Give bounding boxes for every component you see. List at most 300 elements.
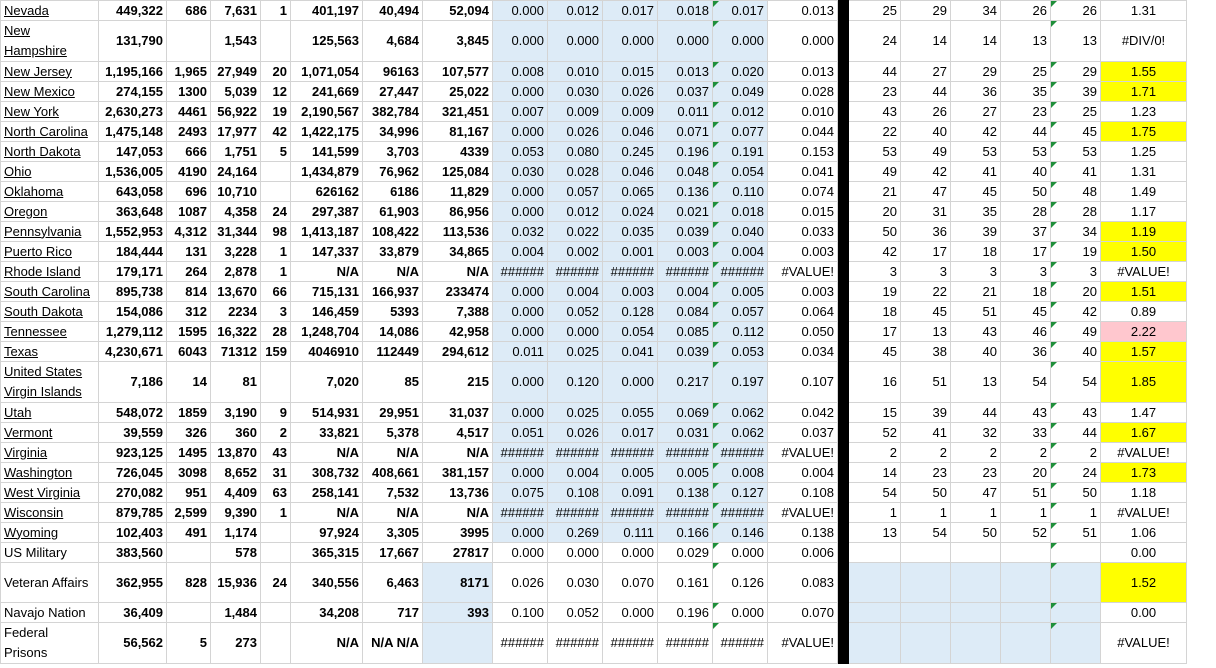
table-cell[interactable]: 146,459 xyxy=(291,302,363,322)
table-cell[interactable]: 159 xyxy=(261,342,291,362)
table-cell[interactable] xyxy=(261,523,291,543)
table-cell[interactable]: 1.06 xyxy=(1101,523,1187,543)
table-cell[interactable]: 0.053 xyxy=(493,142,548,162)
table-cell[interactable]: 0.075 xyxy=(493,483,548,503)
table-cell[interactable]: 0.89 xyxy=(1101,302,1187,322)
row-label[interactable]: Pennsylvania xyxy=(1,222,99,242)
table-cell[interactable] xyxy=(261,623,291,664)
table-cell[interactable]: 0.003 xyxy=(768,282,838,302)
table-cell[interactable]: 6043 xyxy=(167,342,211,362)
table-cell[interactable]: 29,951 xyxy=(363,403,423,423)
table-cell[interactable]: 29 xyxy=(951,62,1001,82)
table-cell[interactable]: 6186 xyxy=(363,182,423,202)
table-cell[interactable]: 40 xyxy=(1001,162,1051,182)
table-cell[interactable]: 0.039 xyxy=(658,222,713,242)
table-cell[interactable]: 46 xyxy=(1001,322,1051,342)
table-cell[interactable]: 5,039 xyxy=(211,82,261,102)
table-cell[interactable]: 514,931 xyxy=(291,403,363,423)
table-cell[interactable]: 0.00 xyxy=(1101,543,1187,563)
table-cell[interactable]: 3995 xyxy=(423,523,493,543)
table-cell[interactable]: 4,517 xyxy=(423,423,493,443)
table-cell[interactable]: 125,084 xyxy=(423,162,493,182)
table-cell[interactable]: 643,058 xyxy=(99,182,167,202)
table-cell[interactable]: 312 xyxy=(167,302,211,322)
table-cell[interactable]: 49 xyxy=(849,162,901,182)
table-cell[interactable]: 0.011 xyxy=(658,102,713,122)
table-cell[interactable]: 50 xyxy=(901,483,951,503)
table-cell[interactable]: 54 xyxy=(849,483,901,503)
table-cell[interactable]: 24 xyxy=(1051,463,1101,483)
table-cell[interactable]: ###### xyxy=(493,503,548,523)
table-cell[interactable]: 166,937 xyxy=(363,282,423,302)
row-label[interactable]: New Jersey xyxy=(1,62,99,82)
table-cell[interactable] xyxy=(261,21,291,62)
table-cell[interactable]: 43 xyxy=(261,443,291,463)
table-cell[interactable]: 0.071 xyxy=(658,122,713,142)
table-cell[interactable]: 53 xyxy=(1051,142,1101,162)
table-cell[interactable]: 383,560 xyxy=(99,543,167,563)
table-cell[interactable]: ###### xyxy=(548,503,603,523)
table-cell[interactable]: 1.55 xyxy=(1101,62,1187,82)
table-cell[interactable]: 923,125 xyxy=(99,443,167,463)
table-cell[interactable]: 5,378 xyxy=(363,423,423,443)
table-cell[interactable]: 0.015 xyxy=(768,202,838,222)
table-cell[interactable]: 42 xyxy=(901,162,951,182)
table-cell[interactable]: 24 xyxy=(849,21,901,62)
table-cell[interactable]: 4339 xyxy=(423,142,493,162)
row-label[interactable]: Washington xyxy=(1,463,99,483)
table-cell[interactable]: 147,337 xyxy=(291,242,363,262)
table-cell[interactable]: 37 xyxy=(1001,222,1051,242)
table-cell[interactable]: ###### xyxy=(713,623,768,664)
table-cell[interactable]: 1,422,175 xyxy=(291,122,363,142)
table-cell[interactable]: 29 xyxy=(901,1,951,21)
table-cell[interactable]: 1.19 xyxy=(1101,222,1187,242)
table-cell[interactable] xyxy=(901,623,951,664)
table-cell[interactable]: 23 xyxy=(901,463,951,483)
table-cell[interactable] xyxy=(261,182,291,202)
table-cell[interactable]: 45 xyxy=(901,302,951,322)
table-cell[interactable]: 0.013 xyxy=(768,62,838,82)
table-cell[interactable]: 52,094 xyxy=(423,1,493,21)
table-cell[interactable]: 28 xyxy=(1001,202,1051,222)
table-cell[interactable] xyxy=(1051,623,1101,664)
table-cell[interactable]: 0.196 xyxy=(658,603,713,623)
table-cell[interactable]: 28 xyxy=(261,322,291,342)
table-cell[interactable]: 264 xyxy=(167,262,211,282)
table-cell[interactable]: 666 xyxy=(167,142,211,162)
table-cell[interactable] xyxy=(167,603,211,623)
table-cell[interactable]: 381,157 xyxy=(423,463,493,483)
table-cell[interactable]: 45 xyxy=(849,342,901,362)
table-cell[interactable]: 0.030 xyxy=(493,162,548,182)
table-cell[interactable]: 18 xyxy=(849,302,901,322)
table-cell[interactable]: 363,648 xyxy=(99,202,167,222)
table-cell[interactable]: 0.062 xyxy=(713,403,768,423)
row-label[interactable]: Rhode Island xyxy=(1,262,99,282)
table-cell[interactable]: 0.000 xyxy=(493,82,548,102)
table-cell[interactable]: 0.012 xyxy=(548,1,603,21)
table-cell[interactable]: 0.146 xyxy=(713,523,768,543)
table-cell[interactable]: 696 xyxy=(167,182,211,202)
row-label[interactable]: Federal Prisons xyxy=(1,623,99,664)
table-cell[interactable]: 0.037 xyxy=(658,82,713,102)
table-cell[interactable]: 1.50 xyxy=(1101,242,1187,262)
table-cell[interactable]: 33,821 xyxy=(291,423,363,443)
table-cell[interactable]: 34,996 xyxy=(363,122,423,142)
table-cell[interactable]: 0.153 xyxy=(768,142,838,162)
table-cell[interactable]: 0.108 xyxy=(768,483,838,503)
table-cell[interactable]: 0.013 xyxy=(658,62,713,82)
table-cell[interactable]: ###### xyxy=(603,623,658,664)
row-label[interactable]: Oregon xyxy=(1,202,99,222)
table-cell[interactable]: ###### xyxy=(603,262,658,282)
table-cell[interactable]: 0.004 xyxy=(548,282,603,302)
table-cell[interactable]: 76,962 xyxy=(363,162,423,182)
table-cell[interactable]: 7,020 xyxy=(291,362,363,403)
table-cell[interactable]: 0.004 xyxy=(713,242,768,262)
table-cell[interactable]: 1 xyxy=(951,503,1001,523)
row-label[interactable]: Wisconsin xyxy=(1,503,99,523)
table-cell[interactable]: 0.041 xyxy=(603,342,658,362)
table-cell[interactable]: 401,197 xyxy=(291,1,363,21)
table-cell[interactable]: 44 xyxy=(1001,122,1051,142)
table-cell[interactable]: 27,447 xyxy=(363,82,423,102)
table-cell[interactable]: 578 xyxy=(211,543,261,563)
table-cell[interactable]: 16 xyxy=(849,362,901,403)
table-cell[interactable]: ###### xyxy=(713,443,768,463)
table-cell[interactable] xyxy=(423,623,493,664)
table-cell[interactable]: 0.000 xyxy=(768,21,838,62)
table-cell[interactable]: 0.080 xyxy=(548,142,603,162)
table-cell[interactable]: 0.217 xyxy=(658,362,713,403)
table-cell[interactable]: 0.037 xyxy=(768,423,838,443)
table-cell[interactable]: 0.026 xyxy=(548,423,603,443)
table-cell[interactable] xyxy=(1001,563,1051,603)
table-cell[interactable]: 13 xyxy=(901,322,951,342)
table-cell[interactable]: 0.007 xyxy=(493,102,548,122)
row-label[interactable]: Wyoming xyxy=(1,523,99,543)
table-cell[interactable]: 40,494 xyxy=(363,1,423,21)
table-cell[interactable]: 0.245 xyxy=(603,142,658,162)
table-cell[interactable]: 828 xyxy=(167,563,211,603)
table-cell[interactable]: 0.046 xyxy=(603,122,658,142)
table-cell[interactable]: 41 xyxy=(951,162,1001,182)
table-cell[interactable] xyxy=(261,543,291,563)
table-cell[interactable]: 0.000 xyxy=(603,543,658,563)
table-cell[interactable]: 362,955 xyxy=(99,563,167,603)
table-cell[interactable]: #VALUE! xyxy=(768,503,838,523)
table-cell[interactable]: 1.25 xyxy=(1101,142,1187,162)
table-cell[interactable]: 0.107 xyxy=(768,362,838,403)
table-cell[interactable]: 0.111 xyxy=(603,523,658,543)
table-cell[interactable]: 14,086 xyxy=(363,322,423,342)
row-label[interactable]: Puerto Rico xyxy=(1,242,99,262)
row-label[interactable]: Texas xyxy=(1,342,99,362)
table-cell[interactable]: N/A xyxy=(363,262,423,282)
table-cell[interactable]: 270,082 xyxy=(99,483,167,503)
table-cell[interactable]: 0.000 xyxy=(493,202,548,222)
table-cell[interactable]: 7,388 xyxy=(423,302,493,322)
table-cell[interactable]: 1.51 xyxy=(1101,282,1187,302)
table-cell[interactable]: 40 xyxy=(951,342,1001,362)
table-cell[interactable]: 2,630,273 xyxy=(99,102,167,122)
row-label[interactable]: North Dakota xyxy=(1,142,99,162)
table-cell[interactable]: 51 xyxy=(901,362,951,403)
table-cell[interactable]: 18 xyxy=(1001,282,1051,302)
table-cell[interactable]: 14 xyxy=(849,463,901,483)
table-cell[interactable]: 31,344 xyxy=(211,222,261,242)
table-cell[interactable]: 2,190,567 xyxy=(291,102,363,122)
table-cell[interactable]: 33 xyxy=(1001,423,1051,443)
table-cell[interactable]: 0.269 xyxy=(548,523,603,543)
table-cell[interactable]: 0.000 xyxy=(493,21,548,62)
table-cell[interactable]: 0.126 xyxy=(713,563,768,603)
table-cell[interactable]: 2234 xyxy=(211,302,261,322)
table-cell[interactable]: 0.000 xyxy=(493,463,548,483)
table-cell[interactable]: 0.166 xyxy=(658,523,713,543)
table-cell[interactable]: 0.028 xyxy=(548,162,603,182)
table-cell[interactable]: ###### xyxy=(603,503,658,523)
table-cell[interactable]: 85 xyxy=(363,362,423,403)
table-cell[interactable]: 4190 xyxy=(167,162,211,182)
table-cell[interactable]: 0.026 xyxy=(603,82,658,102)
table-cell[interactable]: 43 xyxy=(849,102,901,122)
table-cell[interactable]: 36 xyxy=(1001,342,1051,362)
table-cell[interactable]: 0.136 xyxy=(658,182,713,202)
table-cell[interactable]: 0.138 xyxy=(658,483,713,503)
table-cell[interactable]: 13,736 xyxy=(423,483,493,503)
table-cell[interactable]: 1,536,005 xyxy=(99,162,167,182)
table-cell[interactable]: 1,751 xyxy=(211,142,261,162)
table-cell[interactable]: ###### xyxy=(658,623,713,664)
table-cell[interactable]: 0.028 xyxy=(768,82,838,102)
table-cell[interactable]: 34,208 xyxy=(291,603,363,623)
table-cell[interactable]: 23 xyxy=(849,82,901,102)
table-cell[interactable]: 3 xyxy=(261,302,291,322)
table-cell[interactable]: 0.034 xyxy=(768,342,838,362)
table-cell[interactable]: 27817 xyxy=(423,543,493,563)
table-cell[interactable]: #VALUE! xyxy=(768,623,838,664)
table-cell[interactable]: 1,552,953 xyxy=(99,222,167,242)
table-cell[interactable]: 42 xyxy=(951,122,1001,142)
table-cell[interactable]: 951 xyxy=(167,483,211,503)
table-cell[interactable]: 13,870 xyxy=(211,443,261,463)
table-cell[interactable]: 0.000 xyxy=(493,282,548,302)
table-cell[interactable]: 0.024 xyxy=(603,202,658,222)
table-cell[interactable]: 491 xyxy=(167,523,211,543)
table-cell[interactable]: 0.000 xyxy=(493,403,548,423)
table-cell[interactable]: 3,190 xyxy=(211,403,261,423)
table-cell[interactable]: 147,053 xyxy=(99,142,167,162)
table-cell[interactable]: 0.004 xyxy=(658,282,713,302)
table-cell[interactable]: 13 xyxy=(1001,21,1051,62)
table-cell[interactable]: 0.004 xyxy=(768,463,838,483)
table-cell[interactable] xyxy=(951,563,1001,603)
table-cell[interactable]: 25 xyxy=(1001,62,1051,82)
table-cell[interactable]: 0.120 xyxy=(548,362,603,403)
table-cell[interactable]: 81,167 xyxy=(423,122,493,142)
table-cell[interactable]: 50 xyxy=(1051,483,1101,503)
table-cell[interactable]: 0.010 xyxy=(768,102,838,122)
table-cell[interactable]: 131,790 xyxy=(99,21,167,62)
table-cell[interactable]: 108,422 xyxy=(363,222,423,242)
row-label[interactable]: US Military xyxy=(1,543,99,563)
table-cell[interactable] xyxy=(167,543,211,563)
table-cell[interactable]: 47 xyxy=(951,483,1001,503)
table-cell[interactable]: 273 xyxy=(211,623,261,664)
table-cell[interactable]: 241,669 xyxy=(291,82,363,102)
table-cell[interactable]: 1595 xyxy=(167,322,211,342)
table-cell[interactable]: 61,903 xyxy=(363,202,423,222)
table-cell[interactable]: 3,305 xyxy=(363,523,423,543)
table-cell[interactable] xyxy=(901,563,951,603)
table-cell[interactable]: 0.029 xyxy=(658,543,713,563)
table-cell[interactable]: 2 xyxy=(849,443,901,463)
table-cell[interactable]: ###### xyxy=(658,503,713,523)
table-cell[interactable]: 0.017 xyxy=(603,1,658,21)
row-label[interactable]: New Mexico xyxy=(1,82,99,102)
table-cell[interactable]: 3,845 xyxy=(423,21,493,62)
table-cell[interactable]: 1.23 xyxy=(1101,102,1187,122)
table-cell[interactable]: N/A xyxy=(423,443,493,463)
row-label[interactable]: Veteran Affairs xyxy=(1,563,99,603)
table-cell[interactable]: 1,071,054 xyxy=(291,62,363,82)
table-cell[interactable]: 98 xyxy=(261,222,291,242)
table-cell[interactable]: 3 xyxy=(951,262,1001,282)
table-cell[interactable]: 1.31 xyxy=(1101,162,1187,182)
table-cell[interactable]: ###### xyxy=(713,262,768,282)
table-cell[interactable]: 39 xyxy=(1051,82,1101,102)
table-cell[interactable]: 1.73 xyxy=(1101,463,1187,483)
table-cell[interactable]: 0.138 xyxy=(768,523,838,543)
table-cell[interactable]: ###### xyxy=(548,443,603,463)
table-cell[interactable] xyxy=(167,21,211,62)
table-cell[interactable]: 0.000 xyxy=(493,302,548,322)
table-cell[interactable]: 26 xyxy=(1051,1,1101,21)
row-label[interactable]: West Virginia xyxy=(1,483,99,503)
table-cell[interactable]: 0.000 xyxy=(493,122,548,142)
table-cell[interactable]: 44 xyxy=(849,62,901,82)
table-cell[interactable]: 125,563 xyxy=(291,21,363,62)
table-cell[interactable]: 24 xyxy=(261,202,291,222)
table-cell[interactable]: 0.077 xyxy=(713,122,768,142)
table-cell[interactable]: 4,358 xyxy=(211,202,261,222)
table-cell[interactable]: 35 xyxy=(951,202,1001,222)
table-cell[interactable]: 3 xyxy=(901,262,951,282)
table-cell[interactable]: 0.091 xyxy=(603,483,658,503)
table-cell[interactable]: 0.026 xyxy=(548,122,603,142)
row-label[interactable]: New York xyxy=(1,102,99,122)
table-cell[interactable] xyxy=(951,623,1001,664)
table-cell[interactable]: 23 xyxy=(1001,102,1051,122)
table-cell[interactable]: 0.022 xyxy=(548,222,603,242)
table-cell[interactable]: 34 xyxy=(951,1,1001,21)
table-cell[interactable]: 42 xyxy=(849,242,901,262)
table-cell[interactable]: 1.52 xyxy=(1101,563,1187,603)
table-cell[interactable]: 6,463 xyxy=(363,563,423,603)
table-cell[interactable]: 31 xyxy=(901,202,951,222)
table-cell[interactable]: N/A xyxy=(423,262,493,282)
table-cell[interactable]: 112449 xyxy=(363,342,423,362)
table-cell[interactable]: 0.035 xyxy=(603,222,658,242)
table-cell[interactable]: 45 xyxy=(951,182,1001,202)
table-cell[interactable]: ###### xyxy=(713,503,768,523)
table-cell[interactable]: ###### xyxy=(658,262,713,282)
table-cell[interactable]: 0.041 xyxy=(768,162,838,182)
table-cell[interactable] xyxy=(849,563,901,603)
table-cell[interactable]: 1,413,187 xyxy=(291,222,363,242)
table-cell[interactable]: 0.009 xyxy=(548,102,603,122)
table-cell[interactable]: 34 xyxy=(1051,222,1101,242)
table-cell[interactable]: 0.030 xyxy=(548,563,603,603)
table-cell[interactable]: 895,738 xyxy=(99,282,167,302)
table-cell[interactable]: 0.196 xyxy=(658,142,713,162)
table-cell[interactable]: 0.191 xyxy=(713,142,768,162)
table-cell[interactable]: 4461 xyxy=(167,102,211,122)
table-cell[interactable]: 0.046 xyxy=(603,162,658,182)
table-cell[interactable]: 33,879 xyxy=(363,242,423,262)
table-cell[interactable]: 0.084 xyxy=(658,302,713,322)
table-cell[interactable]: 0.128 xyxy=(603,302,658,322)
table-cell[interactable]: 17,667 xyxy=(363,543,423,563)
table-cell[interactable]: 56,562 xyxy=(99,623,167,664)
table-cell[interactable]: 0.015 xyxy=(603,62,658,82)
row-label[interactable]: Utah xyxy=(1,403,99,423)
table-cell[interactable]: 1 xyxy=(261,242,291,262)
table-cell[interactable]: 0.127 xyxy=(713,483,768,503)
table-cell[interactable]: 726,045 xyxy=(99,463,167,483)
table-cell[interactable]: 1.57 xyxy=(1101,342,1187,362)
table-cell[interactable]: 20 xyxy=(1051,282,1101,302)
table-cell[interactable]: 1,248,704 xyxy=(291,322,363,342)
table-cell[interactable]: 0.008 xyxy=(493,62,548,82)
table-cell[interactable]: 0.000 xyxy=(493,182,548,202)
table-cell[interactable]: 0.012 xyxy=(548,202,603,222)
table-cell[interactable]: 0.005 xyxy=(658,463,713,483)
table-cell[interactable]: 25,022 xyxy=(423,82,493,102)
table-cell[interactable]: 20 xyxy=(1001,463,1051,483)
table-cell[interactable]: 21 xyxy=(849,182,901,202)
table-cell[interactable]: 27,949 xyxy=(211,62,261,82)
table-cell[interactable]: 9 xyxy=(261,403,291,423)
table-cell[interactable]: 2 xyxy=(951,443,1001,463)
row-label[interactable]: United States Virgin Islands xyxy=(1,362,99,403)
table-cell[interactable]: 7,186 xyxy=(99,362,167,403)
table-cell[interactable]: 1,174 xyxy=(211,523,261,543)
table-cell[interactable] xyxy=(951,543,1001,563)
table-cell[interactable]: 4,684 xyxy=(363,21,423,62)
table-cell[interactable]: ###### xyxy=(658,443,713,463)
table-cell[interactable]: 1,195,166 xyxy=(99,62,167,82)
table-cell[interactable]: 50 xyxy=(849,222,901,242)
table-cell[interactable] xyxy=(849,623,901,664)
table-cell[interactable]: 19 xyxy=(1051,242,1101,262)
table-cell[interactable]: 0.002 xyxy=(548,242,603,262)
table-cell[interactable]: #VALUE! xyxy=(1101,262,1187,282)
table-cell[interactable]: 42,958 xyxy=(423,322,493,342)
table-cell[interactable]: 26 xyxy=(1001,1,1051,21)
table-cell[interactable]: 17 xyxy=(1001,242,1051,262)
table-cell[interactable]: 38 xyxy=(901,342,951,362)
row-label[interactable]: South Dakota xyxy=(1,302,99,322)
table-cell[interactable]: 36 xyxy=(951,82,1001,102)
table-cell[interactable] xyxy=(901,603,951,623)
table-cell[interactable]: 52 xyxy=(1001,523,1051,543)
table-cell[interactable]: 141,599 xyxy=(291,142,363,162)
table-cell[interactable]: 22 xyxy=(901,282,951,302)
table-cell[interactable]: 0.108 xyxy=(548,483,603,503)
